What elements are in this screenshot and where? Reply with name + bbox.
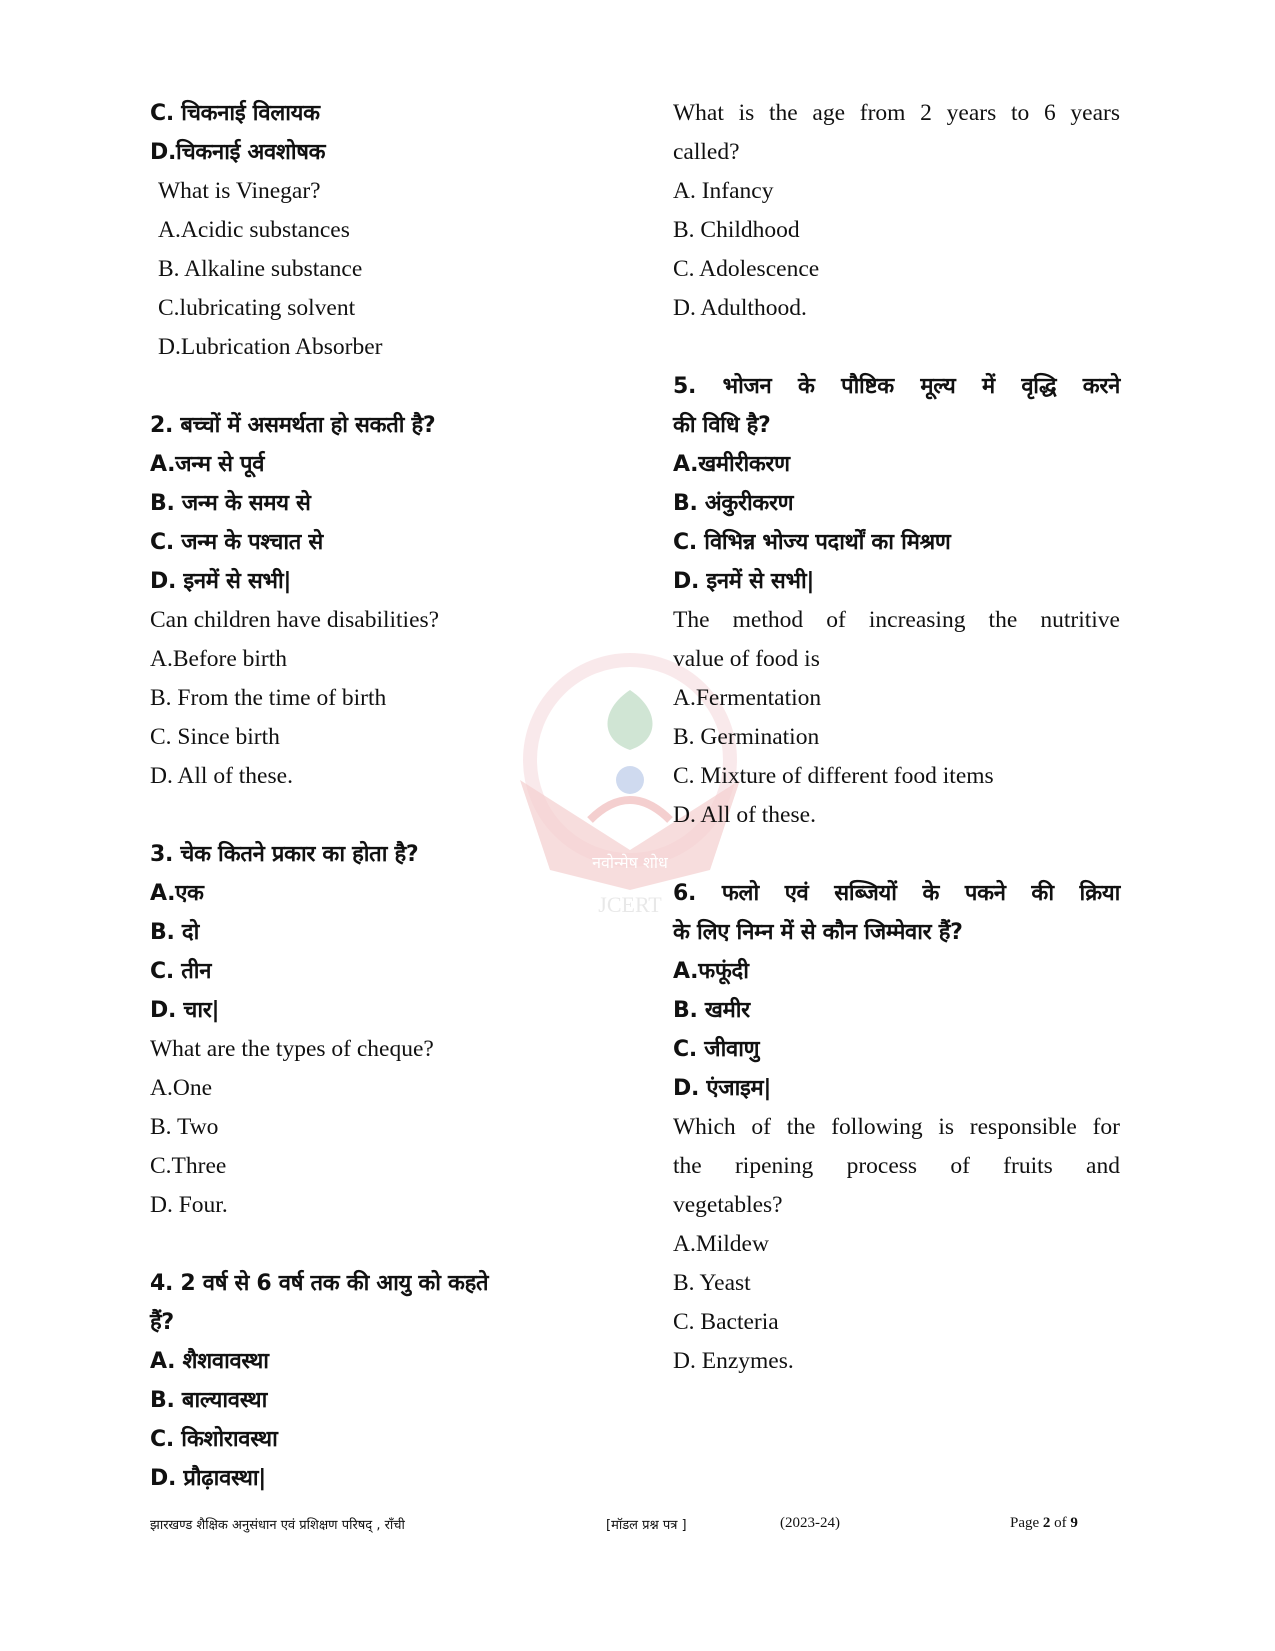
question-text-line: What is Vinegar? [158,178,321,204]
question-text-line: D. एंजाइम| [673,1076,772,1101]
question-text-line: B. अंकुरीकरण [673,491,794,516]
question-text-line: What are the types of cheque? [150,1036,434,1062]
question-text-line: C. Bacteria [673,1309,779,1335]
question-text-line: C. जन्म के पश्चात से [150,530,323,555]
question-text-line: C. जीवाणु [673,1037,760,1062]
question-text-line: C.lubricating solvent [158,295,356,321]
question-text-line: B. दो [150,920,199,945]
footer-paper-type: [मॉडल प्रश्न पत्र ] [606,1518,687,1533]
footer-year: (2023-24) [780,1515,840,1531]
paragraph-gap [673,835,1120,874]
question-text-line: vegetables? [673,1192,783,1218]
question-text-line: B. Two [150,1114,219,1140]
question-text-line: 4. 2 वर्ष से 6 वर्ष तक की आयु को कहते [150,1271,489,1296]
question-text-line: की विधि है? [673,413,771,438]
question-text-line: A.Mildew [673,1231,769,1257]
question-text-line: C. चिकनाई विलायक [150,101,320,126]
question-text-line: 5. भोजन के पौष्टिक मूल्य में वृद्धि करने [673,374,1120,399]
page-footer [150,1515,1090,1539]
footer-institution: झारखण्ड शैक्षिक अनुसंधान एवं प्रशिक्षण परिषद् , राँची [150,1518,405,1533]
question-text-line: A.Acidic substances [158,217,350,243]
question-text-line: A.एक [150,881,204,906]
question-text-line: C. किशोरावस्था [150,1427,278,1452]
paragraph-gap [150,367,605,406]
question-text-line: D. प्रौढ़ावस्था| [150,1466,267,1491]
watermark-motto: नवोन्मेष शोध [592,853,668,872]
question-text-line: A.फफूंदी [673,959,749,984]
question-text-line: A. शैशवावस्था [150,1349,269,1374]
question-text-line: D. Adulthood. [673,295,807,321]
question-text-line: value of food is [673,646,820,672]
paragraph-gap [150,1225,605,1264]
question-text-line: B. Alkaline substance [158,256,363,282]
question-text-line: A.Before birth [150,646,288,672]
question-text-line: D. चार| [150,998,220,1023]
question-text-line: D.Lubrication Absorber [158,334,383,360]
question-text-line: A.Fermentation [673,685,822,711]
question-text-line: D. Four. [150,1192,228,1218]
question-text-line: C.Three [150,1153,227,1179]
question-text-line: D.चिकनाई अवशोषक [150,140,326,165]
question-text-line: The method of increasing the nutritive [673,607,1120,633]
question-text-line: B. Germination [673,724,820,750]
question-text-line: C. तीन [150,959,212,984]
footer-page-number: Page 2 of 9 [1010,1515,1078,1531]
question-text-line: B. खमीर [673,998,750,1023]
question-text-line: C. Since birth [150,724,280,750]
watermark-logo-text: JCERT [598,892,662,917]
question-text-line: D. Enzymes. [673,1348,794,1374]
question-text-line: D. All of these. [673,802,816,828]
question-text-line: called? [673,139,740,165]
question-text-line: Can children have disabilities? [150,607,440,633]
left-column [150,94,605,1498]
question-text-line: 3. चेक कितने प्रकार का होता है? [150,842,419,867]
question-text-line: B. Yeast [673,1270,751,1296]
question-text-line: Which of the following is responsible for [673,1114,1120,1140]
paragraph-gap [673,328,1120,367]
question-text-line: D. All of these. [150,763,293,789]
question-text-line: 6. फलो एवं सब्जियों के पकने की क्रिया [673,881,1120,906]
question-text-line: the ripening process of fruits and [673,1153,1120,1179]
question-text-line: A.जन्म से पूर्व [150,452,265,477]
question-text-line: B. जन्म के समय से [150,491,311,516]
question-text-line: A. Infancy [673,178,774,204]
question-text-line: B. From the time of birth [150,685,387,711]
question-text-line: 2. बच्चों में असमर्थता हो सकती है? [150,413,436,438]
question-text-line: C. Adolescence [673,256,820,282]
question-text-line: A.One [150,1075,212,1101]
right-column [673,94,1120,1381]
paragraph-gap [150,796,605,835]
question-text-line: B. बाल्यावस्था [150,1388,267,1413]
question-text-line: D. इनमें से सभी| [673,569,815,594]
question-text-line: हैं? [150,1310,174,1335]
question-text-line: D. इनमें से सभी| [150,569,292,594]
question-text-line: के लिए निम्न में से कौन जिम्मेवार हैं? [673,920,963,945]
question-text-line: C. विभिन्न भोज्य पदार्थों का मिश्रण [673,530,951,555]
question-text-line: A.खमीरीकरण [673,452,790,477]
question-text-line: B. Childhood [673,217,800,243]
question-text-line: C. Mixture of different food items [673,763,994,789]
question-text-line: What is the age from 2 years to 6 years [673,100,1120,126]
